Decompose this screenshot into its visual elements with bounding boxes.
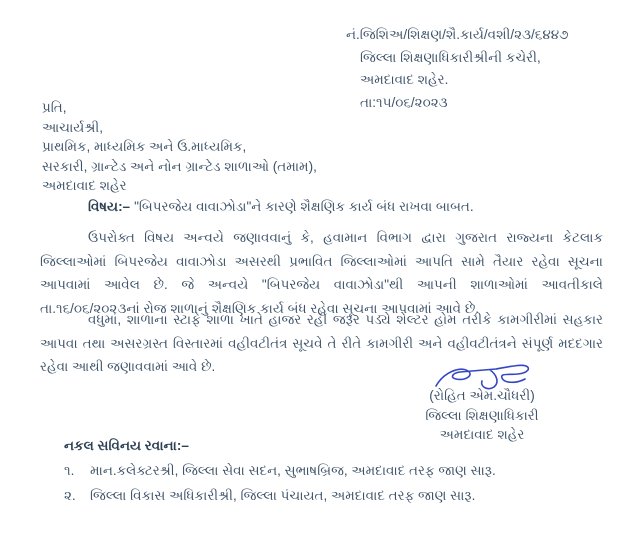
office-name: જિલ્લા શિક્ષણાધિકારીશ્રીની કચેરી, <box>360 49 541 65</box>
subject-line <box>88 199 474 215</box>
copy-to-item-text: માન.કલેક્ટરશ્રી, જિલ્લા સેવા સદન, સુભાષબ્રિજ, અમદાવાદ તરફ જાણ સારૂ. <box>90 463 496 478</box>
recipient-block <box>42 98 317 196</box>
subject-label: વિષય:– <box>88 199 131 214</box>
copy-to-item <box>64 487 496 505</box>
copy-to-heading: નકલ સવિનય રવાના:– <box>64 438 189 453</box>
copy-to-block <box>64 438 496 512</box>
letter-header <box>346 24 568 114</box>
copy-to-item-number: ૨. <box>64 488 76 503</box>
signature-block <box>392 360 572 445</box>
ref-number: નં.જિશિઅ/શિક્ષણ/શૈ.કાર્ય/વશી/૨૩/૬૪૪૭ <box>346 27 569 42</box>
signatory-place: અમદાવાદ શહેર <box>439 427 525 442</box>
recipient-line: આચાર્યશ્રી, <box>42 119 103 135</box>
copy-to-item-text: જિલ્લા વિકાસ અધિકારીશ્રી, જિલ્લા પંચાયત, અમદાવાદ તરફ જાણ સારૂ. <box>90 488 476 503</box>
recipient-line: અમદાવાદ શહેર <box>42 178 127 193</box>
copy-to-item <box>64 462 496 480</box>
office-city: અમદાવાદ શહેર. <box>360 72 449 87</box>
recipient-line: પ્રતિ, <box>42 100 67 115</box>
signature-scribble-icon <box>430 360 534 394</box>
recipient-line: સરકારી, ગ્રાન્ટેડ અને નોન ગ્રાન્ટેડ શાળાઓ (તમામ), <box>42 158 317 174</box>
recipient-line: પ્રાથમિક, માધ્યમિક અને ઉ.માધ્યમિક, <box>42 139 247 154</box>
copy-to-item-number: ૧. <box>64 463 75 478</box>
signatory-designation: જિલ્લા શિક્ષણાધિકારી <box>425 407 539 423</box>
letter-date: તા:૧૫/૦૬/૨૦૨૩ <box>360 94 448 110</box>
body-paragraph-2: વધુમાં, શાળાના સ્ટાફે શાળા ખાતે હાજર રહી જરૂર પડ્યે શેલ્ટર હોમ તરીકે કામગીરીમાં સહકાર આપવા તથા અસરગ્રસ્ત વિસ્તારમાં વહીવટીતંત્ર સૂચવે તે રીતે કામગીરી અને વહીવટીતંત્રને સંપૂર્ણ મદદગાર રહેવા આથી જણાવવામાં આવે છે. <box>40 312 603 374</box>
body-paragraph-1: ઉપરોક્ત વિષય અન્વયે જણાવવાનું કે, હવામાન વિભાગ દ્વારા ગુજરાત રાજ્યના કેટલાક જિલ્લાઓમાં બિપરજેય વાવાઝોડા અસરથી પ્રભાવિત જિલ્લાઓમાં આપતિ સામે તૈયાર રહેવા સૂચના આપવામાં આવેલ છે. જે અન્વયે "બિપરજેય વાવાઝોડા"થી આપની શાળાઓમાં આવતીકાલે તા.૧૬/૦૬/૨૦૨૩નાં રોજ શાળાનું શૈક્ષણિક કાર્ય બંધ રહેવા સૂચના આપવામાં આવે છે. <box>40 230 603 316</box>
signatory-name: (રોહિત એમ.ચૌધરી) <box>429 388 535 403</box>
subject-text: "બિપરજેય વાવાઝોડા"ને કારણે શૈક્ષણિક કાર્ય બંધ રાખવા બાબત. <box>134 199 474 214</box>
